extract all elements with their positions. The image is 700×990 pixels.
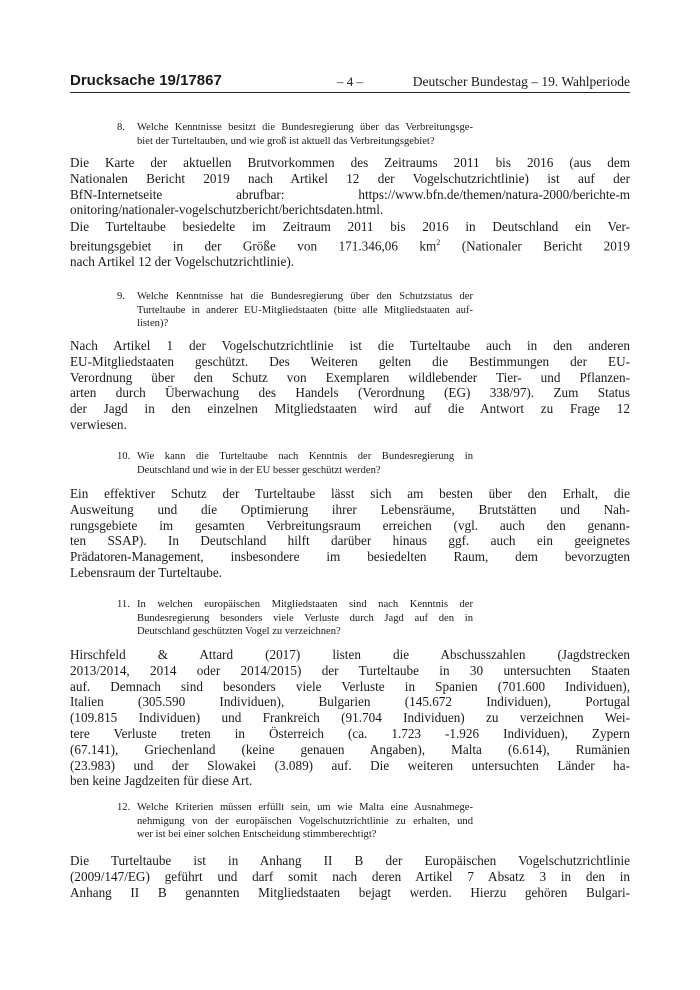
question-number: 11.: [117, 599, 130, 610]
text-line: tere Verluste treten in Österreich (ca. 1.723 -1.926 Individuen), Zypern: [70, 725, 630, 741]
question-12: [117, 801, 473, 842]
text-line: [70, 235, 630, 254]
question-line: Wie kann die Turteltaube nach Kenntnis der Bundesregierung in: [137, 451, 473, 462]
text-line: 2013/2014, 2014 oder 2014/2015) der Turteltaube in 30 untersuchten Staaten: [70, 662, 630, 678]
text-line: Die Turteltaube ist in Anhang II B der Europäischen Vogelschutzrichtlinie: [70, 853, 630, 868]
question-line: wer ist bei einer solchen Entscheidung stimmberechtigt?: [137, 829, 377, 840]
text-line: ten SSAP). In Deutschland hilft darüber hinaus ggf. auch ein geeignetes: [70, 533, 630, 549]
answer-8-paragraph-1: [70, 155, 630, 218]
text-line: Nach Artikel 1 der Vogelschutzrichtlinie ist die Turteltaube auch in den anderen: [70, 338, 630, 353]
text-line: Ein effektiver Schutz der Turteltaube lässt sich am besten über den Erhalt, die: [70, 486, 630, 501]
question-8: [117, 121, 473, 148]
text-line: Lebensraum der Turteltaube.: [70, 564, 222, 580]
answer-9: [70, 338, 630, 433]
superscript: 2: [436, 237, 441, 247]
answer-11: [70, 647, 630, 789]
question-9: [117, 290, 473, 331]
text-segment: breitungsgebiet in der Größe von 171.346,06 km: [70, 238, 437, 254]
question-number: 9.: [117, 291, 125, 302]
text-line: Hirschfeld & Attard (2017) listen die Abschusszahlen (Jagdstrecken: [70, 647, 630, 662]
question-line: Welche Kenntnisse hat die Bundesregierung über den Schutzstatus der: [137, 291, 473, 302]
text-line: Anhang II B genannten Mitgliedstaaten bejagt werden. Hierzu gehören Bulgari-: [70, 884, 630, 900]
page-number: – 4 –: [337, 74, 363, 89]
text-line: (2009/147/EG) geführt und darf somit nach deren Artikel 7 Absatz 3 in den in: [70, 868, 630, 884]
question-number: 8.: [117, 122, 125, 133]
doc-number-a: 19/: [159, 72, 181, 89]
text-line: Ausweitung und die Optimierung ihrer Lebensräume, Brutstätten und Nah-: [70, 501, 630, 517]
text-line: Verordnung über den Schutz von Exemplaren wildlebender Tier- und Pflanzen-: [70, 369, 630, 385]
answer-10: [70, 486, 630, 581]
question-line: Bundesregierung besonders viele Verluste durch Jagd auf den in: [137, 612, 473, 624]
text-line: der Jagd in den einzelnen Mitgliedstaaten wird auf die Antwort zu Frage 12: [70, 401, 630, 417]
question-number: 12.: [117, 802, 131, 813]
text-line: verwiesen.: [70, 416, 127, 432]
text-line: EU-Mitgliedstaaten geschützt. Des Weiteren gelten die Bestimmungen der EU-: [70, 353, 630, 369]
text-line: (67.141), Griechenland (keine genauen Angaben), Malta (6.614), Rumänien: [70, 741, 630, 757]
question-line: biet der Turteltauben, und wie groß ist aktuell das Verbreitungsgebiet?: [137, 135, 435, 147]
text-line: arten durch Überwachung des Handels (Verordnung (EG) 338/97). Zum Status: [70, 385, 630, 401]
question-line: In welchen europäischen Mitgliedstaaten sind nach Kenntnis der: [137, 599, 473, 610]
question-line: Deutschland und wie in der EU besser geschützt werden?: [137, 464, 381, 476]
question-number: 10.: [117, 451, 131, 462]
text-line: Nationalen Bericht 2019 nach Artikel 12 der Vogelschutzrichtlinie) ist auf der: [70, 170, 630, 186]
text-line: Prädatoren-Management, insbesondere im besiedelten Raum, dem bevorzugten: [70, 549, 630, 565]
doc-number-b: 17867: [180, 72, 222, 89]
text-line: Italien (305.590 Individuen), Bulgarien (145.672 Individuen), Portugal: [70, 694, 630, 710]
doc-prefix: Drucksache: [70, 72, 160, 89]
answer-8-paragraph-2: [70, 219, 630, 270]
question-line: Turteltaube in anderer EU-Mitgliedstaaten (bitte alle Mitgliedstaaten auf-: [137, 304, 473, 316]
question-line: listen)?: [137, 318, 169, 329]
question-line: Welche Kenntnisse besitzt die Bundesregierung über das Verbreitungsge-: [137, 122, 473, 133]
text-line: onitoring/nationaler-vogelschutzbericht/berichtsdaten.html.: [70, 202, 384, 218]
question-11: [117, 598, 473, 639]
text-line: rungsgebiete im gesamten Verbreitungsraum erreichen (vgl. auch den genann-: [70, 517, 630, 533]
text-line: BfN-Internetseite abrufbar: https://www.bfn.de/themen/natura-2000/berichte-m: [70, 186, 630, 202]
text-line: nach Artikel 12 der Vogelschutzrichtlinie).: [70, 253, 295, 269]
question-line: Deutschland geschützten Vogel zu verzeichnen?: [137, 626, 341, 637]
text-line: (23.983) und der Slowakei (3.089) auf. Die weiteren untersuchten Länder ha-: [70, 757, 630, 773]
page-header: [70, 70, 630, 93]
text-segment: (Nationaler Bericht 2019: [440, 238, 630, 254]
text-line: auf. Demnach sind besonders viele Verluste in Spanien (701.600 Individuen),: [70, 678, 630, 694]
question-10: [117, 450, 473, 477]
text-line: ben keine Jagdzeiten für diese Art.: [70, 773, 253, 789]
parliament-label: Deutscher Bundestag – 19. Wahlperiode: [412, 74, 630, 89]
text-line: Die Turteltaube besiedelte im Zeitraum 2011 bis 2016 in Deutschland ein Ver-: [70, 219, 630, 234]
text-line: Die Karte der aktuellen Brutvorkommen des Zeitraums 2011 bis 2016 (aus dem: [70, 155, 630, 170]
question-line: nehmigung von der europäischen Vogelschutzrichtlinie zu erhalten, und: [137, 815, 473, 827]
question-line: Welche Kriterien müssen erfüllt sein, um wie Malta eine Ausnahmege-: [137, 802, 473, 813]
answer-12: [70, 853, 630, 900]
text-line: (109.815 Individuen) und Frankreich (91.704 Individuen) zu verzeichnen Wei-: [70, 710, 630, 726]
